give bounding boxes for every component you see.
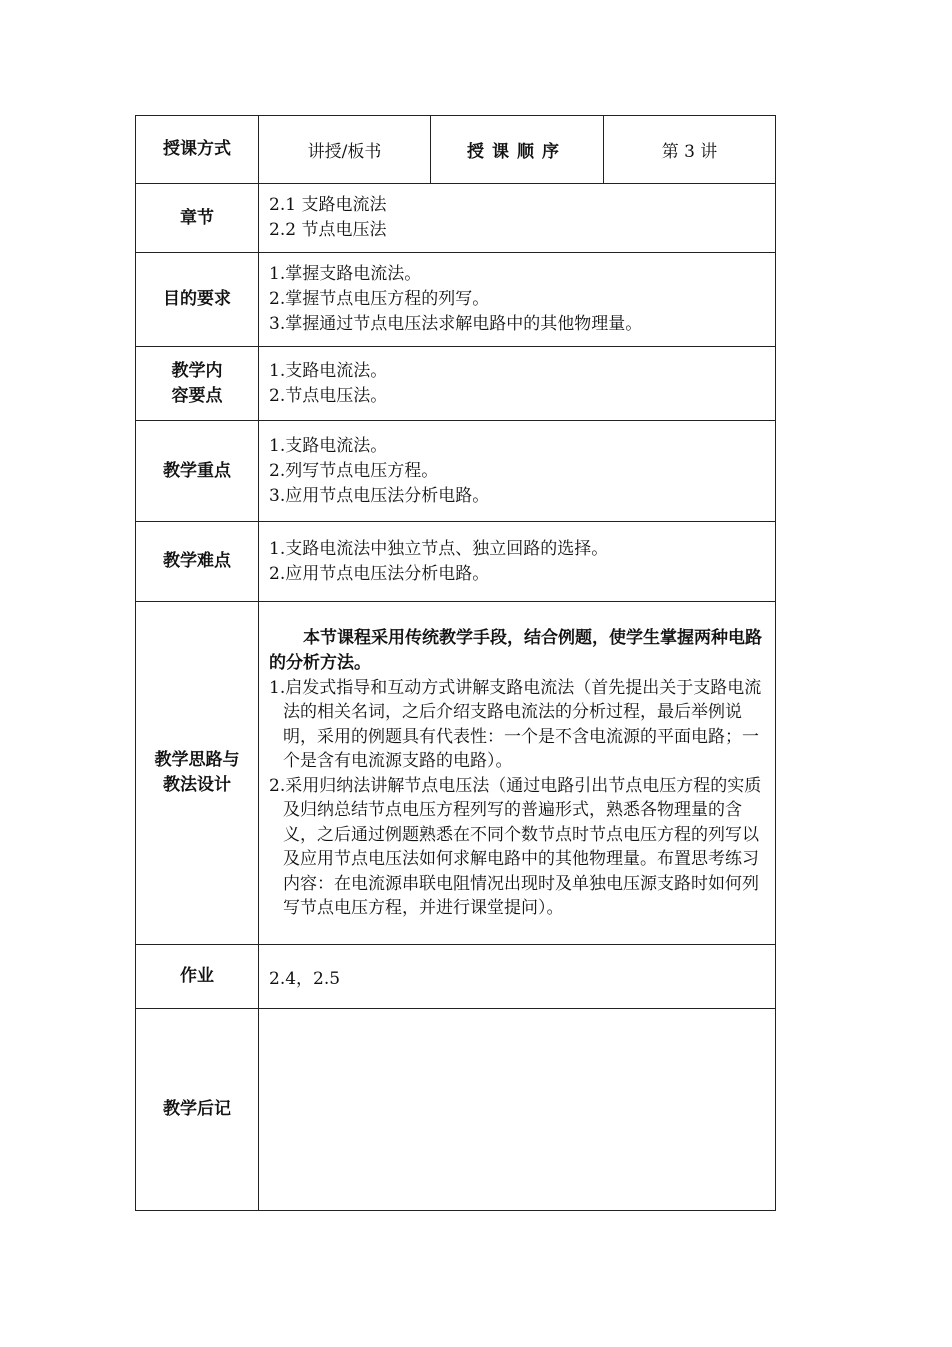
design-row bbox=[136, 602, 776, 945]
objective-line: 1.掌握支路电流法。 bbox=[269, 264, 422, 284]
homework-row bbox=[136, 945, 776, 1009]
homework-label: 作业 bbox=[136, 945, 259, 1009]
postscript-value[interactable] bbox=[259, 1009, 776, 1211]
content-point-line: 2.节点电压法。 bbox=[269, 385, 388, 406]
design-label bbox=[136, 602, 259, 945]
chapter-line: 2.1 支路电流法 bbox=[269, 195, 387, 215]
difficulties-label: 教学难点 bbox=[136, 522, 259, 602]
postscript-label: 教学后记 bbox=[136, 1009, 259, 1211]
key-point-line: 1.支路电流法。 bbox=[269, 435, 388, 456]
design-label-line: 教法设计 bbox=[163, 775, 231, 795]
chapter-line: 2.2 节点电压法 bbox=[269, 220, 387, 240]
content-points-label bbox=[136, 347, 259, 421]
content-points-label-line: 容要点 bbox=[171, 385, 223, 406]
design-content bbox=[259, 602, 776, 945]
key-points-content bbox=[259, 421, 776, 522]
objectives-content bbox=[259, 253, 776, 347]
difficulty-line: 2.应用节点电压法分析电路。 bbox=[269, 563, 490, 584]
order-label: 授课顺序 bbox=[431, 116, 604, 184]
order-value: 第 3 讲 bbox=[604, 116, 776, 184]
design-item-2: 2.采用归纳法讲解节点电压法（通过电路引出节点电压方程的实质及归纳总结节点电压方程列写的普遍形式，熟悉各物理量的含义，之后通过例题熟悉在不同个数节点时节点电压方程的列写以及应用节点电压法如何求解电路中的其他物理量。布置思考练习内容：在电流源串联电阻情况出现时及单独电压源支路时如何列写节点电压方程，并进行课堂提问）。 bbox=[269, 775, 762, 918]
homework-value: 2.4，2.5 bbox=[259, 945, 776, 1009]
design-label-line: 教学思路与 bbox=[154, 750, 240, 770]
design-intro: 本节课程采用传统教学手段，结合例题，使学生掌握两种电路的分析方法。 bbox=[269, 627, 762, 673]
method-value: 讲授/板书 bbox=[259, 116, 431, 184]
chapter-row bbox=[136, 184, 776, 253]
lesson-plan-table bbox=[135, 115, 776, 1211]
objective-line: 2.掌握节点电压方程的列写。 bbox=[269, 289, 490, 309]
objectives-label: 目的要求 bbox=[136, 253, 259, 347]
difficulty-line: 1.支路电流法中独立节点、独立回路的选择。 bbox=[269, 538, 609, 559]
objectives-row bbox=[136, 253, 776, 347]
objective-line: 3.掌握通过节点电压法求解电路中的其他物理量。 bbox=[269, 314, 643, 334]
content-point-line: 1.支路电流法。 bbox=[269, 360, 388, 381]
content-points-content bbox=[259, 347, 776, 421]
chapter-content bbox=[259, 184, 776, 253]
key-point-line: 2.列写节点电压方程。 bbox=[269, 460, 439, 481]
difficulties-content bbox=[259, 522, 776, 602]
content-points-row bbox=[136, 347, 776, 421]
postscript-row bbox=[136, 1009, 776, 1211]
header-row bbox=[136, 116, 776, 184]
method-label: 授课方式 bbox=[136, 116, 259, 184]
content-points-label-line: 教学内 bbox=[171, 360, 223, 381]
key-point-line: 3.应用节点电压法分析电路。 bbox=[269, 485, 490, 506]
chapter-label: 章节 bbox=[136, 184, 259, 253]
key-points-label: 教学重点 bbox=[136, 421, 259, 522]
design-item-1: 1.启发式指导和互动方式讲解支路电流法（首先提出关于支路电流法的相关名词，之后介绍支路电流法的分析过程，最后举例说明，采用的例题具有代表性：一个是不含电流源的平面电路；一个是含有电流源支路的电路）。 bbox=[269, 677, 762, 771]
key-points-row bbox=[136, 421, 776, 522]
difficulties-row bbox=[136, 522, 776, 602]
